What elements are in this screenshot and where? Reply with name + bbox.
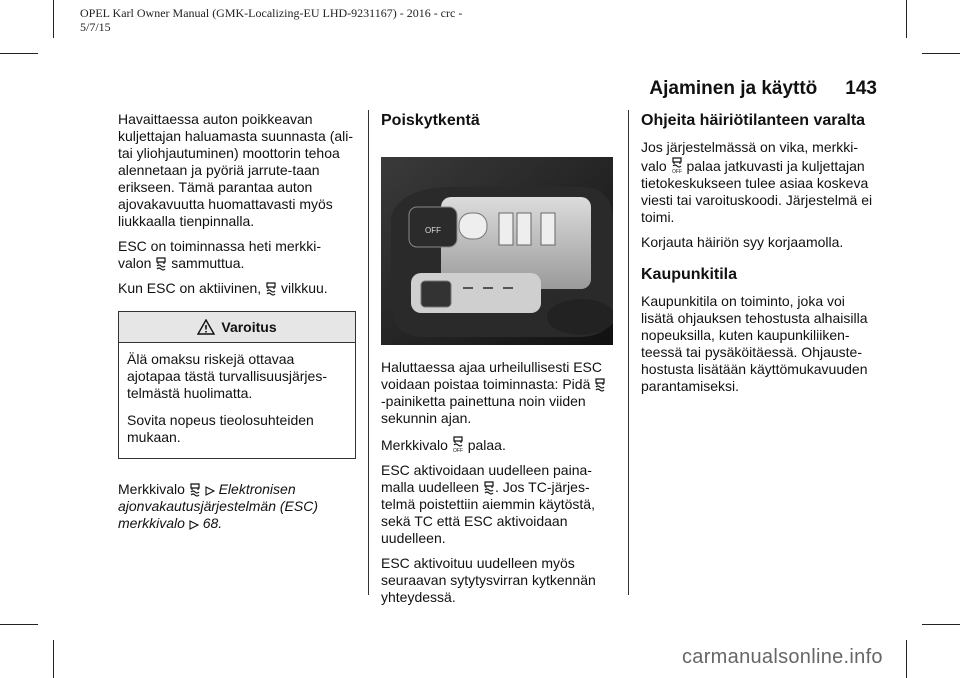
- repair-paragraph: Korjauta häiriön syy korjaamolla.: [641, 234, 844, 250]
- warning-title: Varoitus: [221, 318, 277, 335]
- section-heading-faults: Ohjeita häiriötilanteen varalta: [641, 112, 866, 129]
- cross-reference: Merkkivalo Elektronisen ajonvakautusjärjestelmän (ESC) merkkivalo 68.: [118, 481, 318, 531]
- page-header: [600, 78, 877, 100]
- warning-triangle-icon: [197, 319, 215, 335]
- esc-off-button-icon: [594, 376, 606, 392]
- warning-header: [119, 312, 355, 343]
- warning-body: [119, 343, 355, 458]
- esc-off-indicator-icon: [671, 156, 683, 174]
- auto-reactivate-paragraph: ESC aktivoituu uudelleen myös seuraavan sytytysvirran kytkennän yhteydessä.: [381, 555, 596, 605]
- document-meta-line1: OPEL Karl Owner Manual (GMK-Localizing-EU LHD-9231167) - 2016 - crc -: [80, 6, 463, 20]
- reference-page[interactable]: 68.: [202, 515, 223, 531]
- reactivate-paragraph: ESC aktivoidaan uudelleen paina- malla uudelleen . Jos TC-järjes-telmä poistettiin aiemmin käytöstä, sekä TC että ESC aktivoidaan uudelleen.: [381, 462, 595, 546]
- reference-arrow-icon: [189, 519, 199, 531]
- crop-mark: [0, 53, 38, 54]
- section-heading-city-mode: Kaupunkitila: [641, 266, 738, 283]
- warning-text-2: Sovita nopeus tieolosuhteiden mukaan.: [127, 412, 314, 445]
- warning-box: [118, 311, 356, 459]
- indicator-paragraph: Merkkivalo OFF palaa.: [381, 437, 506, 453]
- svg-text:OFF: OFF: [452, 448, 463, 453]
- disable-paragraph: Haluttaessa ajaa urheilullisesti ESC voidaan poistaa toiminnasta: Pidä -painiketta painettuna noin viiden sekunnin ajan.: [381, 359, 617, 427]
- page-number: 143: [845, 78, 877, 99]
- esc-button-icon: [483, 479, 495, 495]
- document-meta: [80, 6, 462, 34]
- section-heading-poiskytkenta: Poiskytkentä: [381, 112, 480, 129]
- crop-mark: [922, 53, 960, 54]
- esc-off-indicator-icon: [452, 435, 464, 453]
- section-title: Ajaminen ja käyttö: [649, 78, 818, 99]
- svg-text:OFF: OFF: [671, 169, 682, 174]
- crop-mark: [53, 0, 54, 38]
- crop-mark: [906, 0, 907, 38]
- crop-mark: [53, 640, 54, 678]
- photo-button-label: OFF: [425, 226, 441, 235]
- crop-mark: [0, 624, 38, 625]
- right-column: [641, 111, 881, 403]
- esc-on-paragraph: ESC on toiminnassa heti merkki- valon sammuttua.: [118, 238, 322, 271]
- city-mode-paragraph: Kaupunkitila on toiminto, joka voi lisätä ohjauksen tehostusta alhaisilla nopeuksilla, kuten kaupunkiliiken-teessä tai pysäköitäessä. Ohjauste-hostusta lisätään käyttömukavuuden parantamiseksi.: [641, 293, 868, 394]
- column-divider: [368, 110, 369, 595]
- warning-text-1: Älä omaksu riskejä ottavaa ajotapaa tästä turvallisuusjärjes-telmästä huolimatta.: [127, 351, 327, 401]
- crop-mark: [906, 640, 907, 678]
- left-column: [118, 111, 356, 540]
- middle-column: [381, 111, 617, 614]
- watermark: carmanualsonline.info: [682, 646, 883, 668]
- intro-paragraph: Havaittaessa auton poikkeavan kuljettajan haluamasta suunnasta (ali- tai yliohjautuminen) moottorin tehoa alennetaan ja pyöriä jarrute-taan erikseen. Tämä parantaa auton ajovakavuutta huomattavasti myös liukkaalla tienpinnalla.: [118, 111, 354, 229]
- fault-paragraph: Jos järjestelmässä on vika, merkki- valo OFF palaa jatkuvasti ja kuljettajan tietokeskukseen tulee asiaa koskeva viesti tai varoituskoodi. Järjestelmä ei toimi.: [641, 139, 873, 225]
- esc-switch-photo: [381, 157, 613, 345]
- column-divider: [628, 110, 629, 595]
- document-meta-line2: 5/7/15: [80, 20, 111, 34]
- esc-active-paragraph: Kun ESC on aktiivinen, vilkkuu.: [118, 280, 328, 296]
- reference-arrow-icon: [205, 485, 215, 497]
- esc-icon: [265, 280, 277, 296]
- reference-link[interactable]: Elektronisen ajonvakautusjärjestelmän (ESC) merkkivalo: [118, 481, 318, 531]
- esc-off-icon: [155, 255, 167, 271]
- esc-indicator-icon: [189, 481, 201, 497]
- crop-mark: [922, 624, 960, 625]
